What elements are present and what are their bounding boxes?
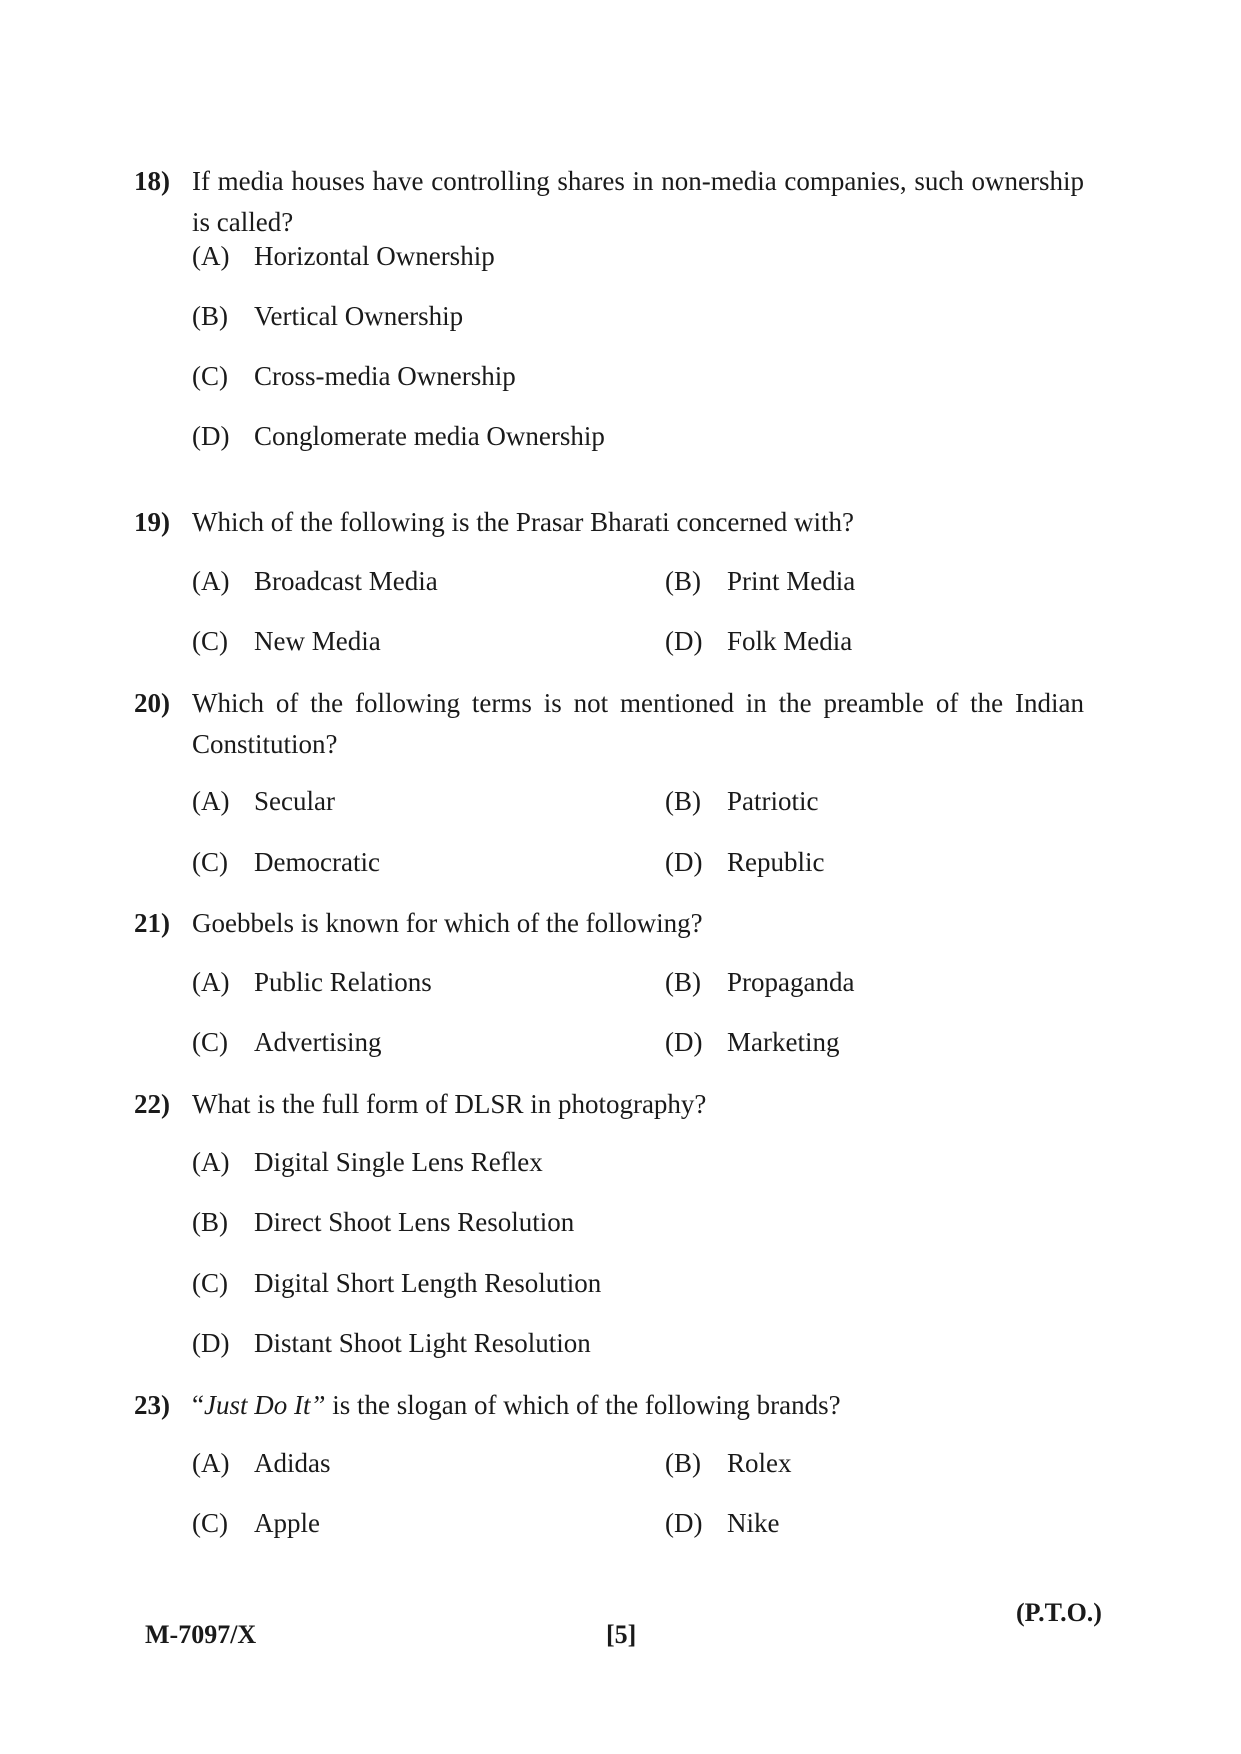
question-text: What is the full form of DLSR in photography?	[192, 1089, 707, 1119]
question-20	[134, 683, 1084, 765]
option-text: Print Media	[727, 566, 856, 596]
option-text: Republic	[727, 847, 825, 877]
option-label: (A)	[192, 241, 230, 271]
option-text: Conglomerate media Ownership	[254, 421, 605, 451]
option-text: Democratic	[254, 847, 380, 877]
question-23	[134, 1385, 1084, 1426]
question-22	[134, 1084, 1084, 1125]
question-18	[134, 161, 1084, 243]
option-label: (D)	[192, 1328, 230, 1358]
option-label: (C)	[192, 1268, 228, 1298]
option-text: New Media	[254, 626, 381, 656]
option-text: Broadcast Media	[254, 566, 438, 596]
option-18-b	[192, 299, 463, 333]
option-text: Rolex	[727, 1448, 792, 1478]
option-text: Distant Shoot Light Resolution	[254, 1328, 591, 1358]
option-23-a	[192, 1446, 331, 1480]
option-label: (B)	[665, 967, 701, 997]
option-text: Direct Shoot Lens Resolution	[254, 1207, 575, 1237]
question-21	[134, 903, 1084, 944]
option-text: Patriotic	[727, 786, 819, 816]
option-label: (D)	[665, 847, 703, 877]
question-number: 20)	[134, 688, 170, 718]
option-label: (A)	[192, 967, 230, 997]
option-text: Apple	[254, 1508, 320, 1538]
slogan-text: Just Do It”	[203, 1390, 326, 1420]
option-label: (C)	[192, 361, 228, 391]
option-22-c	[192, 1266, 601, 1300]
option-text: Cross-media Ownership	[254, 361, 516, 391]
option-label: (D)	[192, 421, 230, 451]
option-label: (C)	[192, 626, 228, 656]
option-text: Digital Short Length Resolution	[254, 1268, 602, 1298]
option-label: (A)	[192, 566, 230, 596]
option-23-b	[665, 1446, 792, 1480]
question-number: 22)	[134, 1089, 170, 1119]
option-label: (C)	[192, 847, 228, 877]
option-20-d	[665, 845, 824, 879]
option-text: Nike	[727, 1508, 780, 1538]
please-turn-over: (P.T.O.)	[1016, 1598, 1102, 1627]
option-20-b	[665, 784, 818, 818]
option-22-a	[192, 1145, 543, 1179]
option-label: (B)	[665, 566, 701, 596]
question-19	[134, 502, 1084, 543]
question-text: Which of the following is the Prasar Bharati concerned with?	[192, 507, 855, 537]
question-text-rest: is the slogan of which of the following brands?	[325, 1390, 841, 1420]
page-number: [5]	[606, 1620, 637, 1649]
option-label: (B)	[665, 786, 701, 816]
question-text	[192, 1385, 1084, 1426]
option-text: Digital Single Lens Reflex	[254, 1147, 543, 1177]
question-number: 19)	[134, 507, 170, 537]
option-19-a	[192, 564, 438, 598]
option-21-d	[665, 1025, 839, 1059]
option-21-b	[665, 965, 854, 999]
option-23-c	[192, 1506, 320, 1540]
option-18-c	[192, 359, 516, 393]
option-22-b	[192, 1205, 574, 1239]
option-label: (A)	[192, 1147, 230, 1177]
option-text: Secular	[254, 786, 335, 816]
question-text: Goebbels is known for which of the following?	[192, 908, 703, 938]
option-text: Propaganda	[727, 967, 855, 997]
option-label: (B)	[665, 1448, 701, 1478]
question-number: 23)	[134, 1390, 170, 1420]
option-21-c	[192, 1025, 382, 1059]
option-label: (C)	[192, 1027, 228, 1057]
paper-code: M-7097/X	[145, 1620, 257, 1649]
option-label: (C)	[192, 1508, 228, 1538]
option-22-d	[192, 1326, 591, 1360]
option-label: (B)	[192, 1207, 228, 1237]
quote-mark: “	[192, 1390, 204, 1420]
option-18-d	[192, 419, 605, 453]
option-text: Adidas	[254, 1448, 331, 1478]
option-19-c	[192, 624, 381, 658]
option-23-d	[665, 1506, 779, 1540]
option-text: Horizontal Ownership	[254, 241, 495, 271]
option-text: Advertising	[254, 1027, 382, 1057]
option-18-a	[192, 239, 495, 273]
option-20-a	[192, 784, 335, 818]
option-text: Marketing	[727, 1027, 840, 1057]
option-label: (D)	[665, 626, 703, 656]
option-21-a	[192, 965, 432, 999]
question-text: If media houses have controlling shares in non-media companies, such ownership is called?	[192, 166, 1084, 237]
option-label: (B)	[192, 301, 228, 331]
question-number: 18)	[134, 166, 170, 196]
option-19-b	[665, 564, 855, 598]
question-number: 21)	[134, 908, 170, 938]
question-text: Which of the following terms is not mentioned in the preamble of the Indian Constitution?	[192, 688, 1084, 759]
option-20-c	[192, 845, 380, 879]
option-19-d	[665, 624, 852, 658]
option-label: (A)	[192, 786, 230, 816]
option-label: (D)	[665, 1027, 703, 1057]
option-label: (A)	[192, 1448, 230, 1478]
option-text: Vertical Ownership	[254, 301, 464, 331]
option-text: Folk Media	[727, 626, 853, 656]
option-text: Public Relations	[254, 967, 432, 997]
option-label: (D)	[665, 1508, 703, 1538]
